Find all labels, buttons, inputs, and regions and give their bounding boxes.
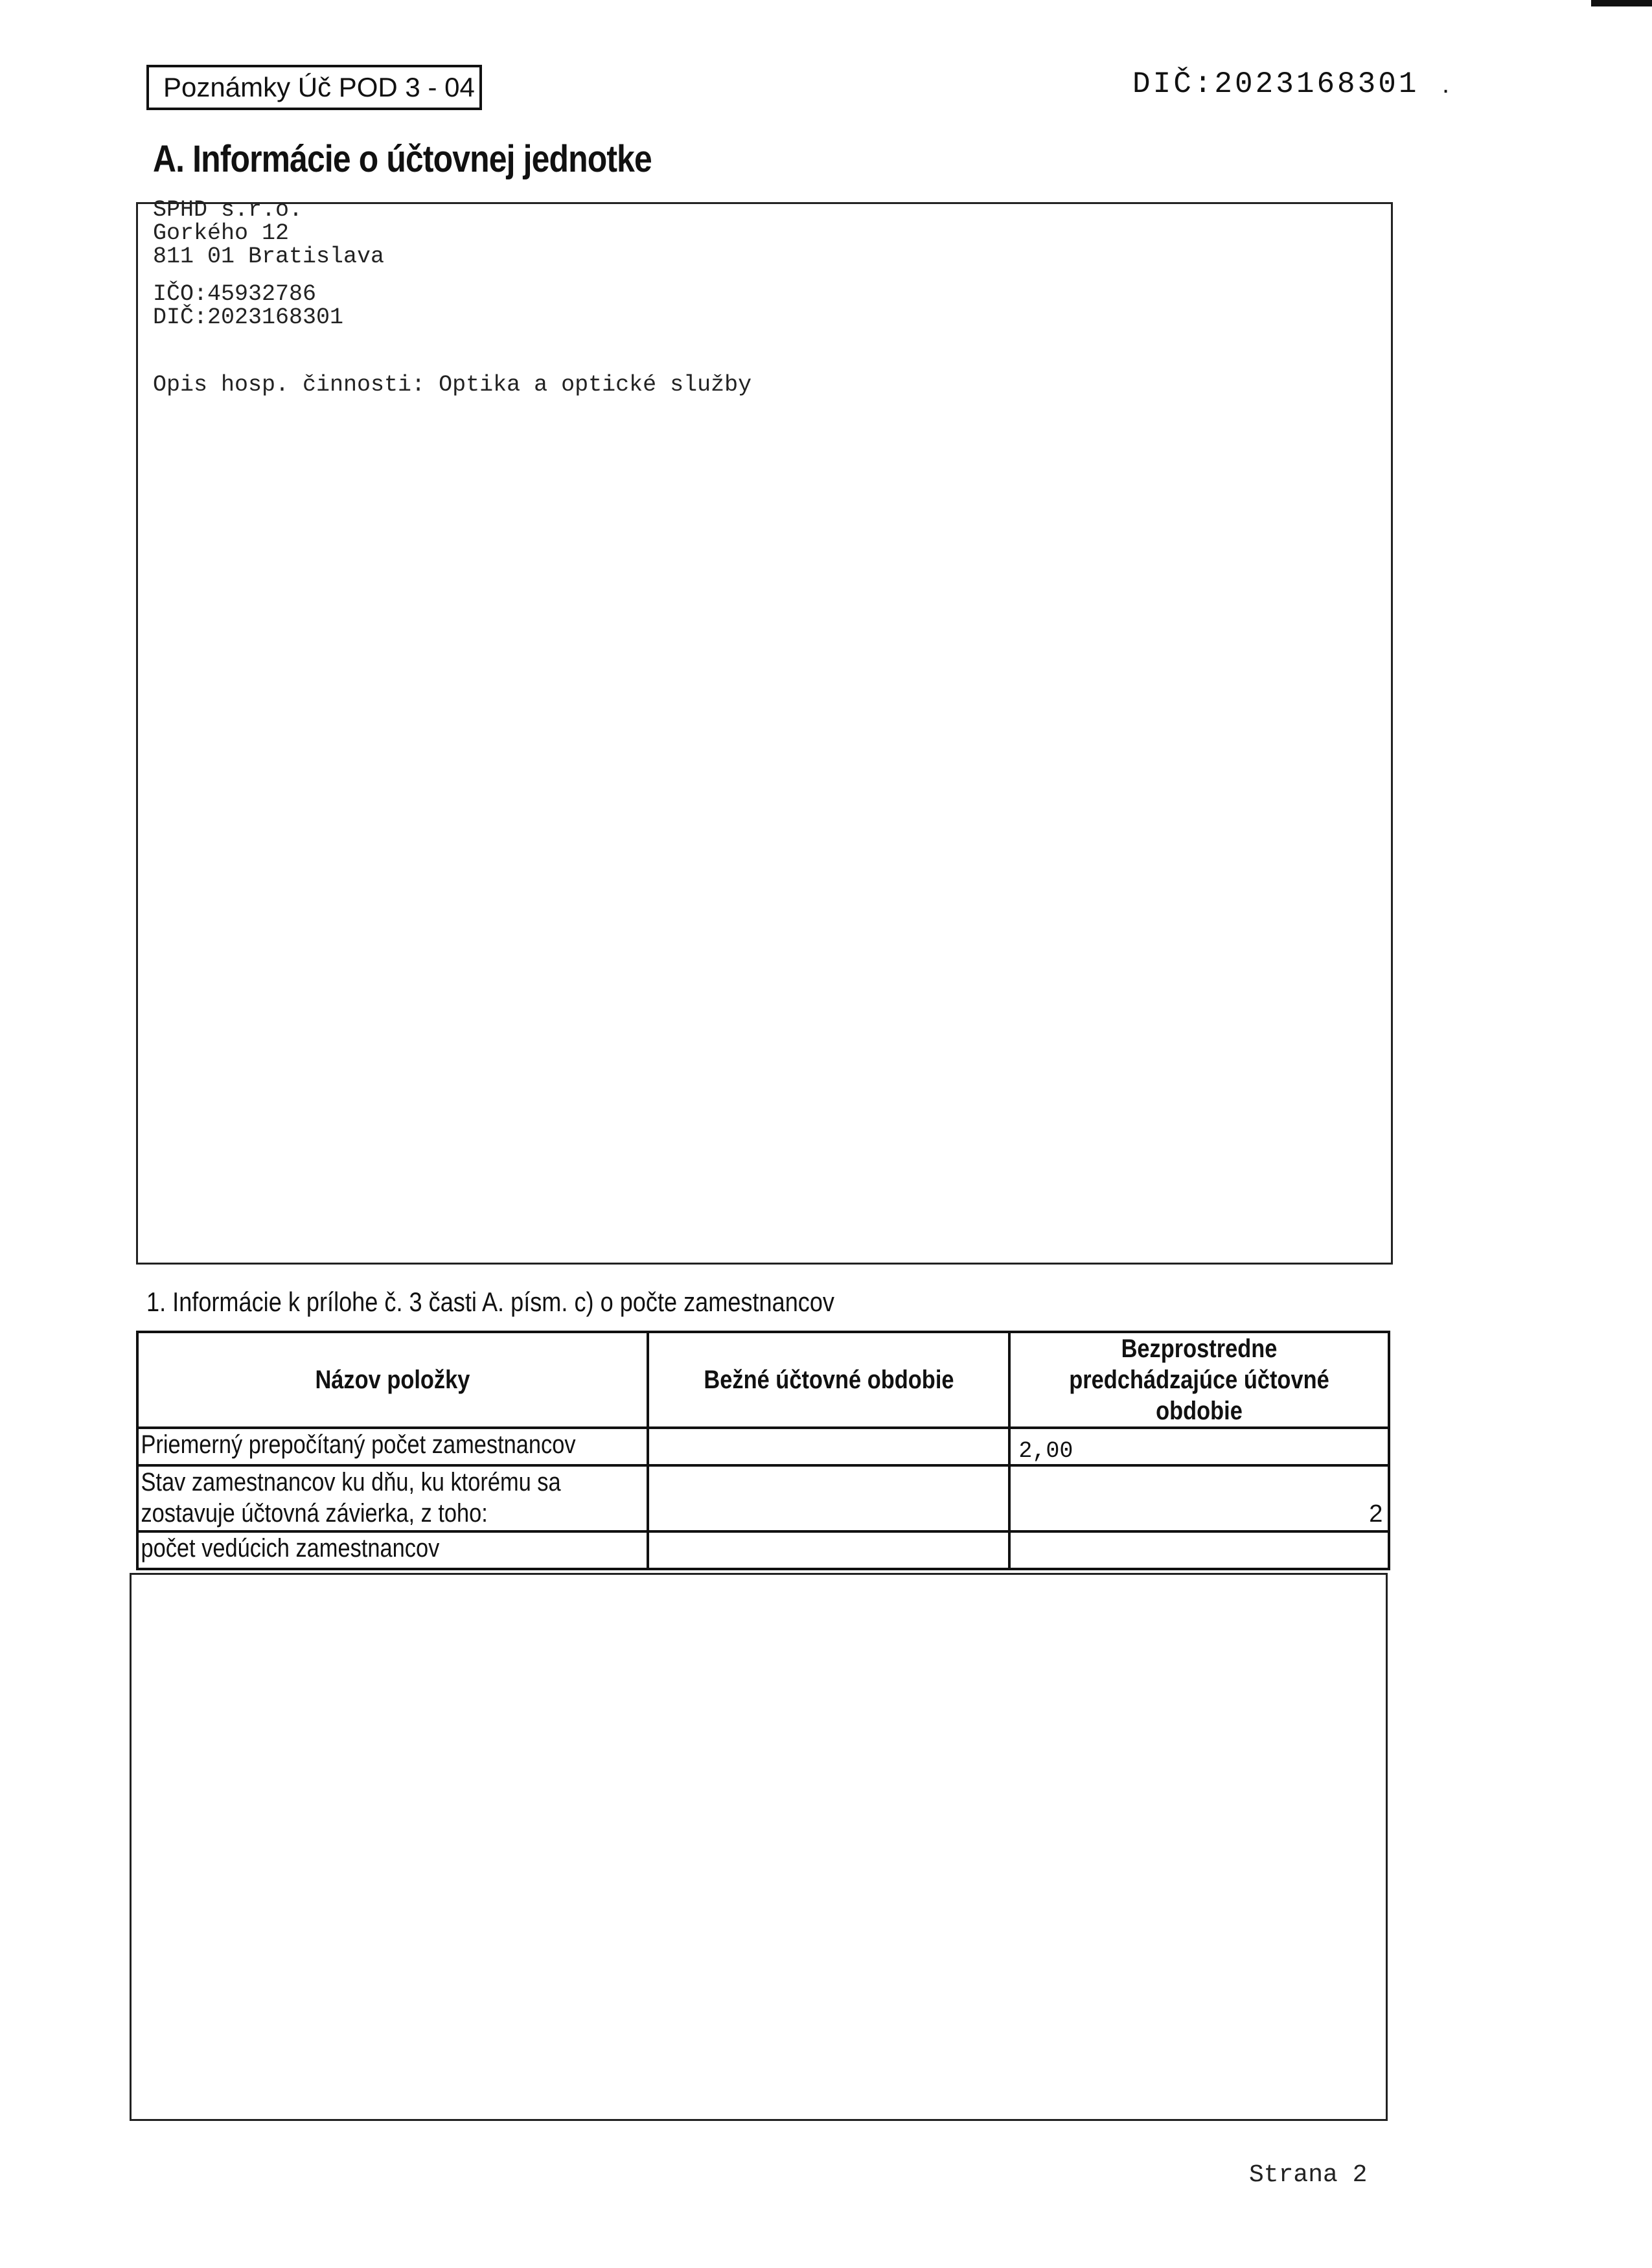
section-title: A. Informácie o účtovnej jednotke <box>153 138 652 180</box>
company-address <box>153 198 384 268</box>
company-ids <box>153 282 343 329</box>
company-info-box <box>136 202 1393 1265</box>
row-previous-value <box>1009 1531 1389 1569</box>
company-dic: DIČ:2023168301 <box>153 304 344 330</box>
dic-header: DIČ:2023168301 <box>1132 67 1419 101</box>
row-label: Priemerný prepočítaný počet zamestnancov <box>137 1428 648 1465</box>
employees-table <box>136 1331 1390 1570</box>
col-header-previous: Bezprostredne predchádzajúce účtovné obdobie <box>1009 1332 1389 1428</box>
col-header-current: Bežné účtovné obdobie <box>648 1332 1009 1428</box>
notes-box <box>130 1573 1388 2121</box>
table-row <box>137 1531 1389 1569</box>
page-number: Strana 2 <box>1249 2161 1368 2189</box>
table-row <box>137 1465 1389 1531</box>
row-previous-value: 2,00 <box>1009 1428 1389 1465</box>
company-city: 811 01 Bratislava <box>153 244 385 269</box>
col-header-item: Názov položky <box>137 1332 648 1428</box>
corner-mark <box>1591 0 1652 6</box>
company-name: SPHD s.r.o. <box>153 197 303 223</box>
company-ico: IČO:45932786 <box>153 281 317 307</box>
row-current-value <box>648 1428 1009 1465</box>
row-previous-value: 2 <box>1009 1465 1389 1531</box>
row-label: počet vedúcich zamestnancov <box>137 1531 648 1569</box>
business-activity: Opis hosp. činnosti: Optika a optické služby <box>153 372 752 398</box>
row-label: Stav zamestnancov ku dňu, ku ktorému sa zostavuje účtovná závierka, z toho: <box>137 1465 648 1531</box>
row-current-value <box>648 1465 1009 1531</box>
employees-table-title: 1. Informácie k prílohe č. 3 časti A. písm. c) o počte zamestnancov <box>146 1287 835 1317</box>
table-header-row <box>137 1332 1389 1428</box>
table-row <box>137 1428 1389 1465</box>
form-code-box: Poznámky Úč POD 3 - 04 <box>146 65 482 110</box>
row-current-value <box>648 1531 1009 1569</box>
header-dot: . <box>1442 70 1450 98</box>
company-street: Gorkého 12 <box>153 220 290 246</box>
